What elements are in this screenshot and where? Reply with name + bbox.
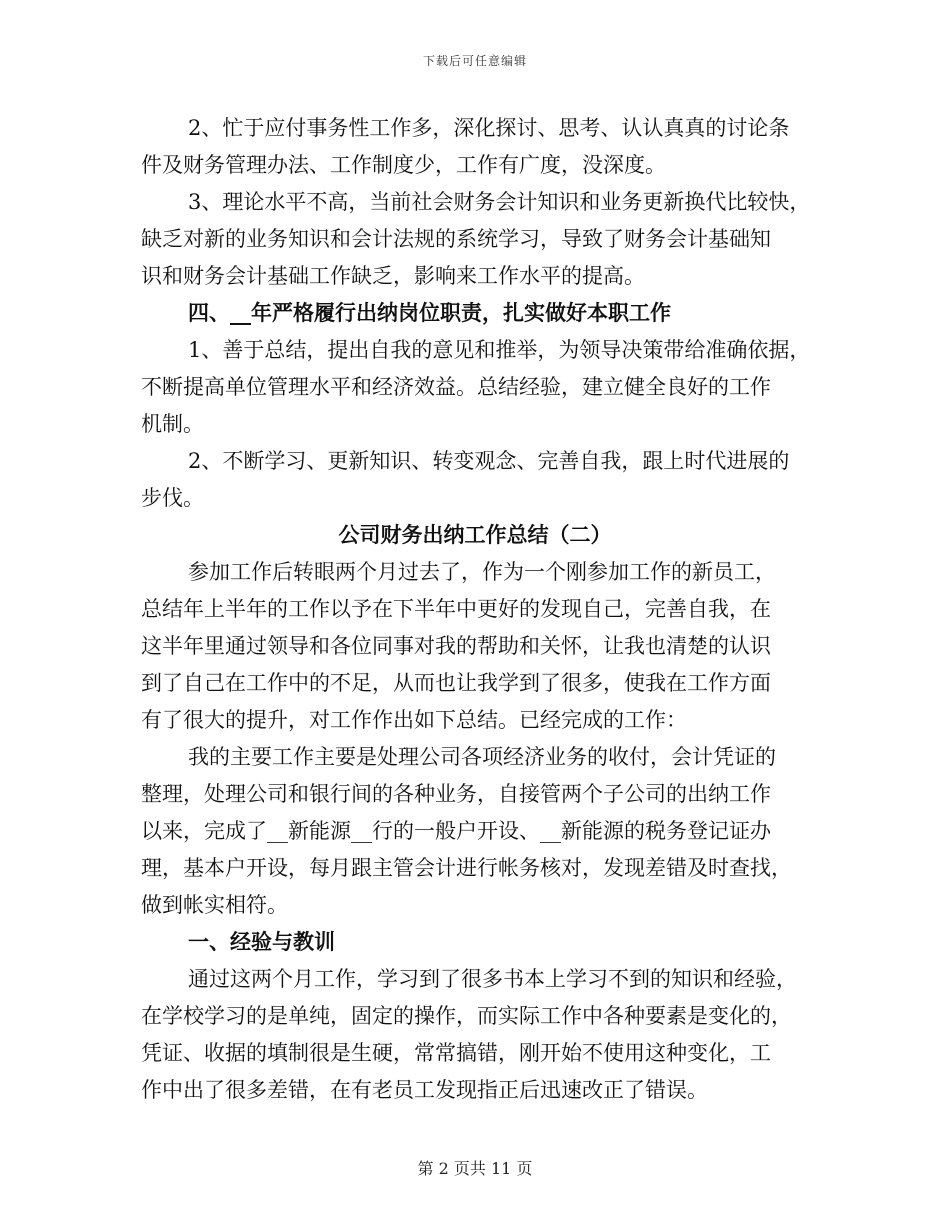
body-line: 不断提高单位管理水平和经济效益。总结经验，建立健全良好的工作	[141, 375, 771, 399]
body-line: 机制。	[141, 412, 204, 436]
body-line: 识和财务会计基础工作缺乏，影响来工作水平的提高。	[141, 264, 645, 288]
body-line: 有了很大的提升，对工作作出如下总结。已经完成的工作：	[141, 708, 687, 732]
body-line: 2、忙于应付事务性工作多，深化探讨、思考、认认真真的讨论条	[188, 116, 790, 140]
body-line: 1、善于总结，提出自我的意见和推举，为领导决策带给准确依据，	[188, 338, 811, 362]
body-line: 件及财务管理办法、工作制度少，工作有广度，没深度。	[141, 153, 666, 177]
body-line: 通过这两个月工作，学习到了很多书本上学习不到的知识和经验，	[188, 967, 797, 991]
body-line: 3、理论水平不高，当前社会财务会计知识和业务更新换代比较快，	[188, 190, 811, 214]
body-line: 到了自己在工作中的不足，从而也让我学到了很多，使我在工作方面	[141, 671, 771, 695]
body-line: 这半年里通过领导和各位同事对我的帮助和关怀，让我也清楚的认识	[141, 634, 771, 658]
body-line: 整理，处理公司和银行间的各种业务，自接管两个子公司的出纳工作	[141, 782, 771, 806]
body-line: 做到帐实相符。	[141, 893, 288, 917]
body-line: 2、不断学习、更新知识、转变观念、完善自我，跟上时代进展的	[188, 449, 790, 473]
body-line: 凭证、收据的填制很是生硬，常常搞错，刚开始不使用这种变化，工	[141, 1041, 771, 1065]
body-line: 作中出了很多差错，在有老员工发现指正后迅速改正了错误。	[141, 1078, 708, 1102]
body-line: 参加工作后转眼两个月过去了，作为一个刚参加工作的新员工，	[188, 560, 776, 584]
body-line: 在学校学习的是单纯，固定的操作，而实际工作中各种要素是变化的，	[141, 1004, 792, 1028]
body-line: 理，基本户开设，每月跟主管会计进行帐务核对，发现差错及时查找，	[141, 856, 792, 880]
body-line: 总结年上半年的工作以予在下半年中更好的发现自己，完善自我，在	[141, 597, 771, 621]
body-line: 我的主要工作主要是处理公司各项经济业务的收付，会计凭证的	[188, 745, 776, 769]
page-number: 第 2 页共 11 页	[417, 1159, 533, 1178]
document-title: 公司财务出纳工作总结（二）	[338, 522, 612, 547]
body-line: 步伐。	[141, 486, 204, 510]
body-line: 以来，完成了__新能源__行的一般户开设、__新能源的税务登记证办	[141, 819, 771, 843]
section-heading: 四、__年严格履行出纳岗位职责，扎实做好本职工作	[188, 300, 671, 325]
body-line: 缺乏对新的业务知识和会计法规的系统学习，导致了财务会计基础知	[141, 227, 771, 251]
page-header: 下载后可任意编辑	[422, 54, 527, 68]
section-heading: 一、经验与教训	[188, 929, 335, 954]
